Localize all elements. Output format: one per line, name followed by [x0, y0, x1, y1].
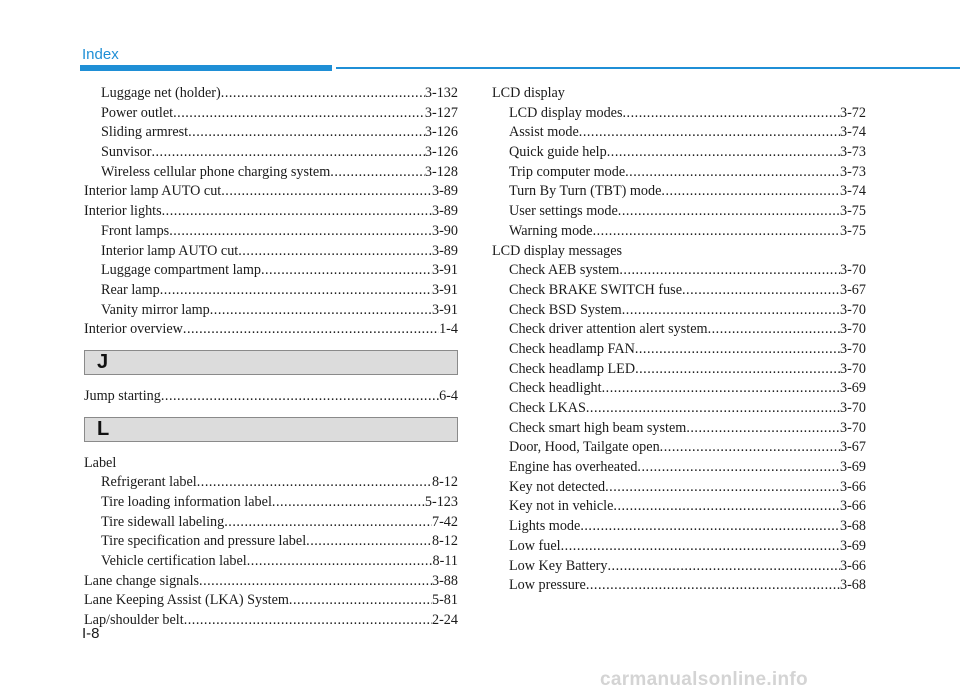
- page-number: I-8: [82, 625, 100, 642]
- index-entry: [84, 493, 458, 513]
- header-accent-bar: [80, 65, 332, 71]
- entry-page-number: 3-69: [839, 537, 866, 554]
- entry-text: Engine has overheated: [509, 459, 638, 476]
- index-entry: [492, 281, 866, 301]
- dot-leader: [221, 182, 432, 202]
- index-entry: [84, 591, 458, 611]
- index-heading-lcd-display: [492, 84, 866, 104]
- entry-text: Interior overview: [84, 321, 183, 338]
- section-header-l: L: [84, 417, 458, 442]
- entry-page-number: 3-72: [839, 104, 866, 121]
- dot-leader: [619, 261, 840, 281]
- entry-text: Tire loading information label: [101, 494, 272, 510]
- dot-leader: [686, 419, 840, 439]
- dot-leader: [151, 143, 424, 163]
- index-heading-lcd-display-messages: [492, 242, 866, 262]
- entry-text: Interior lamp AUTO cut: [101, 242, 239, 259]
- entry-page-number: 3-89: [431, 183, 458, 200]
- index-entry: [492, 576, 866, 596]
- dot-leader: [613, 497, 840, 517]
- index-entry: [84, 202, 458, 222]
- entry-page-number: 5-123: [424, 494, 458, 510]
- entry-page-number: 1-4: [439, 321, 458, 338]
- entry-page-number: 8-12: [431, 533, 458, 550]
- entry-text: Door, Hood, Tailgate open: [509, 439, 660, 456]
- dot-leader: [708, 320, 840, 340]
- dot-leader: [660, 438, 840, 458]
- entry-page-number: 3-90: [431, 222, 458, 239]
- dot-leader: [160, 281, 432, 301]
- index-entry: [84, 513, 458, 533]
- entry-page-number: 3-70: [839, 340, 866, 357]
- entry-text: Check LKAS: [509, 400, 586, 416]
- index-entry: [492, 497, 866, 517]
- entry-text: Front lamps: [101, 222, 170, 239]
- entry-page-number: 3-73: [839, 163, 866, 180]
- dot-leader: [199, 572, 432, 592]
- entry-text: Luggage compartment lamp: [101, 262, 261, 279]
- entry-page-number: 3-70: [839, 400, 866, 416]
- entry-page-number: 3-74: [839, 183, 866, 200]
- entry-page-number: 3-91: [431, 281, 458, 298]
- entry-text: Key not detected: [509, 478, 606, 495]
- dot-leader: [183, 320, 439, 340]
- entry-page-number: 3-68: [839, 577, 866, 594]
- dot-leader: [607, 143, 840, 163]
- index-entry: [492, 222, 866, 242]
- entry-page-number: 3-74: [839, 124, 866, 141]
- entry-page-number: 3-67: [839, 281, 866, 298]
- index-entry: [84, 611, 458, 631]
- entry-page-number: 3-126: [424, 144, 458, 161]
- index-entry: [84, 301, 458, 321]
- entry-text: Jump starting: [84, 387, 161, 404]
- dot-leader: [197, 473, 432, 493]
- dot-leader: [661, 182, 840, 202]
- entry-group: [492, 104, 866, 242]
- dot-leader: [625, 163, 840, 183]
- entry-page-number: 5-81: [431, 592, 458, 609]
- index-entry: [84, 84, 458, 104]
- entry-text: Check headlamp FAN: [509, 340, 635, 357]
- entry-page-number: 3-67: [839, 439, 866, 456]
- entry-text: Interior lamp AUTO cut: [84, 183, 222, 200]
- entry-text: Tire sidewall labeling: [101, 513, 225, 530]
- index-entry: [84, 320, 458, 340]
- index-entry: [492, 379, 866, 399]
- index-entry: [492, 182, 866, 202]
- entry-text: Key not in vehicle: [509, 498, 614, 515]
- index-entry: [492, 360, 866, 380]
- index-entry: [84, 387, 458, 407]
- entry-text: Low Key Battery: [509, 557, 608, 574]
- entry-text: Tire specification and pressure label: [101, 533, 307, 550]
- entry-text: Trip computer mode: [509, 163, 626, 180]
- entry-page-number: 3-132: [424, 85, 458, 101]
- entry-text: Lights mode: [509, 518, 581, 535]
- entry-page-number: 3-70: [839, 360, 866, 377]
- entry-text: Low pressure: [509, 577, 586, 594]
- entry-page-number: 3-89: [431, 203, 458, 220]
- dot-leader: [593, 222, 840, 242]
- index-entry: [492, 104, 866, 124]
- entry-page-number: 8-11: [432, 553, 458, 570]
- page-title: Index: [82, 46, 119, 63]
- index-column-right: [492, 84, 866, 596]
- index-heading-label: [84, 454, 458, 474]
- index-entry: [492, 202, 866, 222]
- index-entry: [84, 552, 458, 572]
- entry-page-number: 3-73: [839, 144, 866, 161]
- dot-leader: [306, 532, 432, 552]
- dot-leader: [561, 537, 840, 557]
- entry-text: Label: [84, 454, 117, 471]
- watermark: carmanualsonline.info: [600, 669, 808, 690]
- dot-leader: [173, 104, 425, 124]
- index-entry: [492, 143, 866, 163]
- dot-leader: [330, 163, 425, 183]
- dot-leader: [161, 387, 439, 407]
- index-entry: [492, 419, 866, 439]
- dot-leader: [623, 104, 840, 124]
- entry-page-number: 3-69: [839, 459, 866, 476]
- index-entry: [492, 438, 866, 458]
- index-entry: [492, 123, 866, 143]
- index-entry: [84, 261, 458, 281]
- dot-leader: [247, 552, 433, 572]
- index-entry: [84, 104, 458, 124]
- entry-page-number: 8-12: [431, 474, 458, 491]
- dot-leader: [586, 576, 840, 596]
- dot-leader: [586, 399, 840, 419]
- entry-page-number: 3-70: [839, 301, 866, 318]
- index-entry: [84, 572, 458, 592]
- dot-leader: [637, 458, 840, 478]
- entry-page-number: 3-88: [431, 572, 458, 589]
- index-entry: [492, 340, 866, 360]
- index-entry: [84, 182, 458, 202]
- entry-text: LCD display: [492, 85, 565, 101]
- index-entry: [492, 301, 866, 321]
- entry-page-number: 3-91: [431, 301, 458, 318]
- index-entry: [492, 320, 866, 340]
- section-header-j: J: [84, 350, 458, 375]
- index-entry: [84, 143, 458, 163]
- entry-text: Warning mode: [509, 222, 593, 239]
- entry-text: Wireless cellular phone charging system: [101, 163, 331, 180]
- index-entry: [84, 163, 458, 183]
- index-entry: [492, 537, 866, 557]
- entry-page-number: 3-70: [839, 419, 866, 436]
- entry-page-number: 3-66: [839, 557, 866, 574]
- entry-page-number: 3-126: [424, 124, 458, 141]
- entry-text: Check driver attention alert system: [509, 321, 708, 338]
- dot-leader: [618, 202, 840, 222]
- entry-text: Check AEB system: [509, 262, 620, 279]
- entry-text: Vanity mirror lamp: [101, 301, 210, 318]
- entry-text: User settings mode: [509, 203, 618, 220]
- entry-text: LCD display messages: [492, 242, 623, 259]
- dot-leader: [272, 493, 425, 513]
- dot-leader: [289, 591, 432, 611]
- dot-leader: [605, 478, 840, 498]
- index-entry: [492, 517, 866, 537]
- dot-leader: [162, 202, 432, 222]
- dot-leader: [184, 611, 432, 631]
- entry-text: Turn By Turn (TBT) mode: [509, 183, 662, 200]
- entry-text: Sunvisor: [101, 144, 152, 161]
- entry-page-number: 3-91: [431, 262, 458, 279]
- entry-page-number: 7-42: [431, 513, 458, 530]
- entry-text: Lane change signals: [84, 572, 200, 589]
- entry-page-number: 3-66: [839, 478, 866, 495]
- index-entry: [84, 222, 458, 242]
- entry-page-number: 3-127: [424, 104, 458, 121]
- dot-leader: [580, 517, 840, 537]
- entry-page-number: 3-75: [839, 203, 866, 220]
- index-entry: [84, 242, 458, 262]
- entry-text: Sliding armrest: [101, 124, 189, 141]
- entry-text: LCD display modes: [509, 104, 623, 121]
- dot-leader: [602, 379, 840, 399]
- index-entry: [84, 281, 458, 301]
- entry-text: Power outlet: [101, 104, 174, 121]
- entry-text: Check headlamp LED: [509, 360, 636, 377]
- dot-leader: [261, 261, 432, 281]
- index-entry: [492, 458, 866, 478]
- entry-page-number: 3-69: [839, 380, 866, 397]
- entry-text: Vehicle certification label: [101, 553, 247, 570]
- entry-page-number: 3-89: [431, 242, 458, 259]
- entry-group: [492, 261, 866, 596]
- entry-group: [84, 473, 458, 631]
- entry-text: Interior lights: [84, 203, 162, 220]
- dot-leader: [188, 123, 425, 143]
- entry-text: Assist mode: [509, 124, 579, 141]
- index-entry: [84, 532, 458, 552]
- entry-page-number: 3-70: [839, 321, 866, 338]
- entry-page-number: 3-70: [839, 262, 866, 279]
- index-column-left: [84, 84, 458, 631]
- entry-text: Check BRAKE SWITCH fuse: [509, 281, 682, 298]
- index-entry: [84, 473, 458, 493]
- entry-text: Lap/shoulder belt: [84, 612, 184, 629]
- entry-text: Refrigerant label: [101, 474, 197, 491]
- entry-text: Low fuel: [509, 537, 561, 554]
- dot-leader: [635, 340, 840, 360]
- entry-text: Luggage net (holder): [101, 85, 221, 101]
- entry-page-number: 3-75: [839, 222, 866, 239]
- index-entry: [84, 123, 458, 143]
- entry-text: Lane Keeping Assist (LKA) System: [84, 592, 289, 609]
- dot-leader: [622, 301, 840, 321]
- entry-page-number: 3-66: [839, 498, 866, 515]
- entry-text: Quick guide help: [509, 144, 607, 161]
- entry-group: [84, 84, 458, 340]
- header-rule: [336, 67, 960, 69]
- entry-text: Check BSD System: [509, 301, 622, 318]
- dot-leader: [579, 123, 840, 143]
- index-entry: [492, 557, 866, 577]
- entry-page-number: 6-4: [439, 387, 458, 404]
- index-entry: [492, 478, 866, 498]
- dot-leader: [224, 513, 432, 533]
- dot-leader: [635, 360, 840, 380]
- index-entry: [492, 261, 866, 281]
- dot-leader: [221, 84, 425, 104]
- index-entry: [492, 399, 866, 419]
- index-entry: [492, 163, 866, 183]
- entry-text: Rear lamp: [101, 281, 160, 298]
- dot-leader: [238, 242, 432, 262]
- dot-leader: [210, 301, 432, 321]
- entry-group: [84, 387, 458, 407]
- entry-text: Check headlight: [509, 380, 602, 397]
- entry-page-number: 3-128: [424, 163, 458, 180]
- entry-text: Check smart high beam system: [509, 419, 687, 436]
- dot-leader: [682, 281, 840, 301]
- dot-leader: [169, 222, 432, 242]
- entry-page-number: 2-24: [431, 612, 458, 629]
- entry-page-number: 3-68: [839, 518, 866, 535]
- dot-leader: [608, 557, 840, 577]
